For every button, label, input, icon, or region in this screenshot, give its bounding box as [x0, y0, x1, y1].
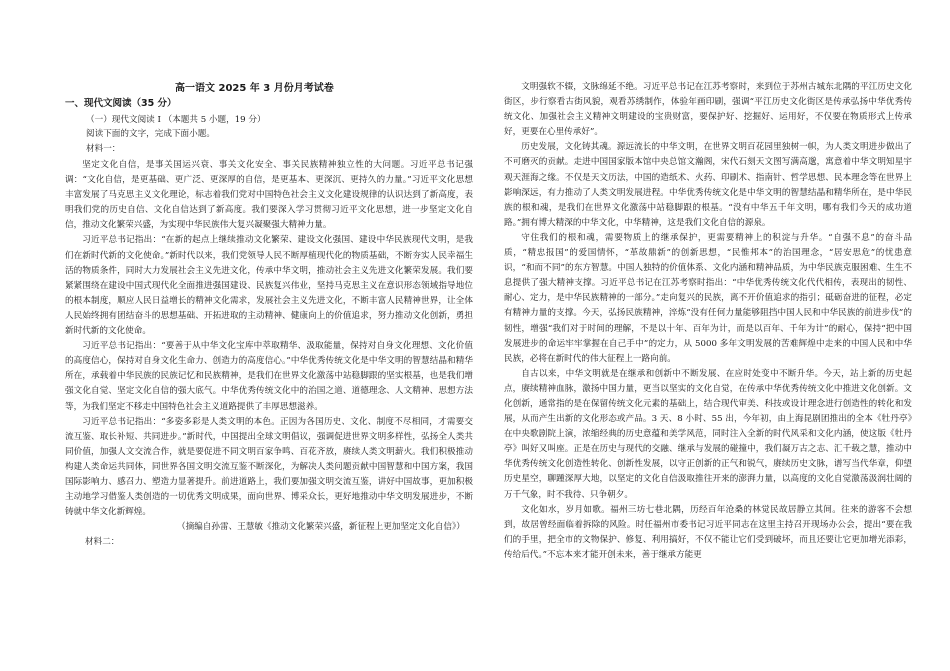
- paragraph: 文化如水，岁月如歌。福州三坊七巷北隅，历经百年沧桑的林觉民故居静立其间。往来的游客不会想到，故居曾经面临着拆除的风险。时任福州市委书记习近平同志在这里主持召开现场办公会，提出“要在我们的手里，把全市的文物保护、修复、利用搞好，不仅不能让它们受到破坏，而且还要让它更加增光添彩，传给后代。”不忘本来才能开创未来，善于继承方能更: [504, 504, 912, 560]
- paragraph: 坚定文化自信，是事关国运兴衰、事关文化安全、事关民族精神独立性的大问题。习近平总书记强调：“文化自信，是更基础、更广泛、更深厚的自信，是更基本、更深沉、更持久的力量。”习近平文化思想丰富发展了马克思主义文化理论，标志着我们党对中国特色社会主义文化建设规律的认识达到了新高度，表明我们党的历史自信、文化自信达到了新高度。我们要深入学习贯彻习近平文化思想，进一步坚定文化自信，推动文化繁荣兴盛，为实现中华民族伟大复兴凝聚强大精神力量。: [65, 160, 473, 231]
- exam-title: 高一语文 2025 年 3 月份月考试卷: [175, 83, 334, 94]
- paragraph: 守住我们的根和魂，需要物质上的继承保护，更需要精神上的积淀与升华。“自强不息”的奋斗品质，“精忠报国”的爱国情怀，“革故鼎新”的创新思想，“民惟邦本”的治国理念，“居安思危”的忧患意识，“和而不同”的东方智慧。中国人独特的价值体系、文化内涵和精神品质，为中华民族克服困难、生生不息提供了强大精神支撑。习近平总书记在江苏考察时指出：“中华优秀传统文化代代相传，表现出的韧性、耐心、定力，是中华民族精神的一部分。”走向复兴的民族，离不开价值追求的指引；砥砺奋进的征程，必定有精神力量的支撑。今天，弘扬民族精神，淬炼“没有任何力量能够阻挡中国人民和中华民族的前进步伐”的韧性，增强“我们对于时间的理解，不是以十年、百年为计，而是以百年、千年为计”的耐心，保持“把中国发展进步的命运牢牢掌握在自己手中”的定力，从 5000 多年文明发展的苦难辉煌中走来的中国人民和中华民族，必将在新时代的伟大征程上一路向前。: [504, 232, 912, 364]
- paragraph: 文明强软不辍，文脉绵延不绝。习近平总书记在江苏考察时，来到位于苏州古城东北隅的平江历史文化街区，步行察看古街风貌，观看苏绣制作，体验年画印刷，强调“平江历史文化街区是传承弘扬中华优秀传统文化、加强社会主义精神文明建设的宝贵财富，要保护好、挖掘好、运用好，不仅要在物质形式上传承好，更要在心里传承好”。: [504, 82, 912, 138]
- material-one-label: 材料一：: [86, 144, 121, 154]
- paragraph: 历史发展，文化铸其魂。源远流长的中华文明，在世界文明百花园里独树一帜，为人类文明进步做出了不可磨灭的贡献。走进中国国家版本馆中央总馆文瀚阁，宋代石刻天文图写满高邈，寓意着中华文明知星宇观天涯海之缘。不仅是天文历法，中国的造纸术、火药、印刷术、指南针、哲学思想、民本理念等在世界上影响深远，有力推动了人类文明发展进程。中华优秀传统文化是中华文明的智慧结晶和精华所在，是中华民族的根和魂，是我们在世界文化激荡中站稳脚跟的根基。“没有中华五千年文明，哪有我们今天的成功道路。”拥有博大精深的中华文化，中华精神，这是我们文化自信的源泉。: [504, 142, 912, 228]
- paragraph: 习近平总书记指出：“多姿多彩是人类文明的本色。正因为各国历史、文化、制度不尽相同，才需要交流互鉴、取长补短、共同进步。”新时代，中国提出全球文明倡议，强调促进世界文明多样性，弘扬全人类共同价值，加强人文交流合作，就是要促进不同文明百家争鸣、百花齐放，赓续人类文明薪火。我们积极推动构建人类命运共同体，同世界各国文明交流互鉴不断深化，为解决人类问题贡献中国智慧和中国方案，我国国际影响力、感召力、塑造力显著提升。前进道路上，我们要加强文明交流互鉴，讲好中国故事，更加积极主动地学习借鉴人类创造的一切优秀文明成果，面向世界、博采众长，更好地推动中华文明发展进步，不断铸就中华文化新辉煌。: [65, 416, 473, 518]
- paragraph: 习近平总书记指出：“在新的起点上继续推动文化繁荣、建设文化强国、建设中华民族现代文明，是我们在新时代新的文化使命。”新时代以来，我们党领导人民不断厚植现代化的物质基础，不断夯实人民幸福生活的物质条件，同时大力发展社会主义先进文化，传承中华文明，推动社会主义先进文化繁荣发展。我们要紧紧围绕在建设中国式现代化全面推进强国建设、民族复兴伟业，坚持马克思主义在意识形态领域指导地位的根本制度，顺应人民日益增长的精神文化需求，发展社会主义先进文化，不断丰富人民精神世界，让全体人民始终拥有团结奋斗的思想基础、开拓进取的主动精神、健康向上的价值追求，努力推动文化创新，勇担新时代新的文化使命。: [65, 235, 473, 337]
- material-two-label: 材料二：: [85, 537, 120, 548]
- right-column: [504, 80, 912, 563]
- reading-instruction: 阅读下面的文字，完成下面小题。: [86, 129, 215, 139]
- left-column: [65, 158, 473, 550]
- source-citation: （摘编自孙雷、王慧敏《推动文化繁荣兴盛，新征程上更加坚定文化自信》）: [177, 522, 465, 533]
- paragraph: 自古以来，中华文明就是在继承和创新中不断发展、在应时处变中不断升华。今天，站上新的历史起点，赓续精神血脉，激扬中国力量，更当以坚实的文化自觉，在传承中华优秀传统文化中推进文化创新。文化创新，通常指的是在保留传统文化元素的基础上，结合现代审美、科技或设计理念进行创造性的转化和发展，从而产生出新的文化形态或产品。3 天、8 小时、55 出，今年初，由上海昆剧团推出的全本《牡丹亭》在中央歌剧院上演，浓缩经典的历史意蕴和美学风范，同时注入全新的时代风采和文化内涵，使这版《牡丹亭》叫好又叫座。正是在历史与现代的交融、继承与发展的碰撞中，我们凝万古之志、汇千载之慧，推动中华优秀传统文化创造性转化、创新性发展，以守正创新的正气和锐气，赓续历史文脉，谱写当代华章，仰望历史星空，聊踵深厚大地，以坚定的文化自信汲取推往开来的澎湃力量，以高度的文化自觉激荡汲润壮阔的万千气象，时不我待、只争朝夕。: [504, 368, 912, 500]
- section-heading: 一、现代文阅读（35 分）: [65, 98, 177, 109]
- subsection-heading: （一）现代文阅读 I （本题共 5 小题，19 分）: [86, 115, 266, 125]
- paragraph: 习近平总书记指出：“要善于从中华文化宝库中萃取精华、汲取能量，保持对自身文化理想、文化价值的高度信心，保持对自身文化生命力、创造力的高度信心。”中华优秀传统文化是中华文明的智慧结晶和精华所在，承载着中华民族的民族记忆和民族精神，是我们在世界文化激荡中站稳脚跟的坚实根基，也是我们增强文化自觉、坚定文化自信的强大底气。中华优秀传统文化中的治国之道、道德理念、人文精神、思想方法等，为我们坚定不移走中国特色社会主义道路提供了丰厚思想滋养。: [65, 341, 473, 412]
